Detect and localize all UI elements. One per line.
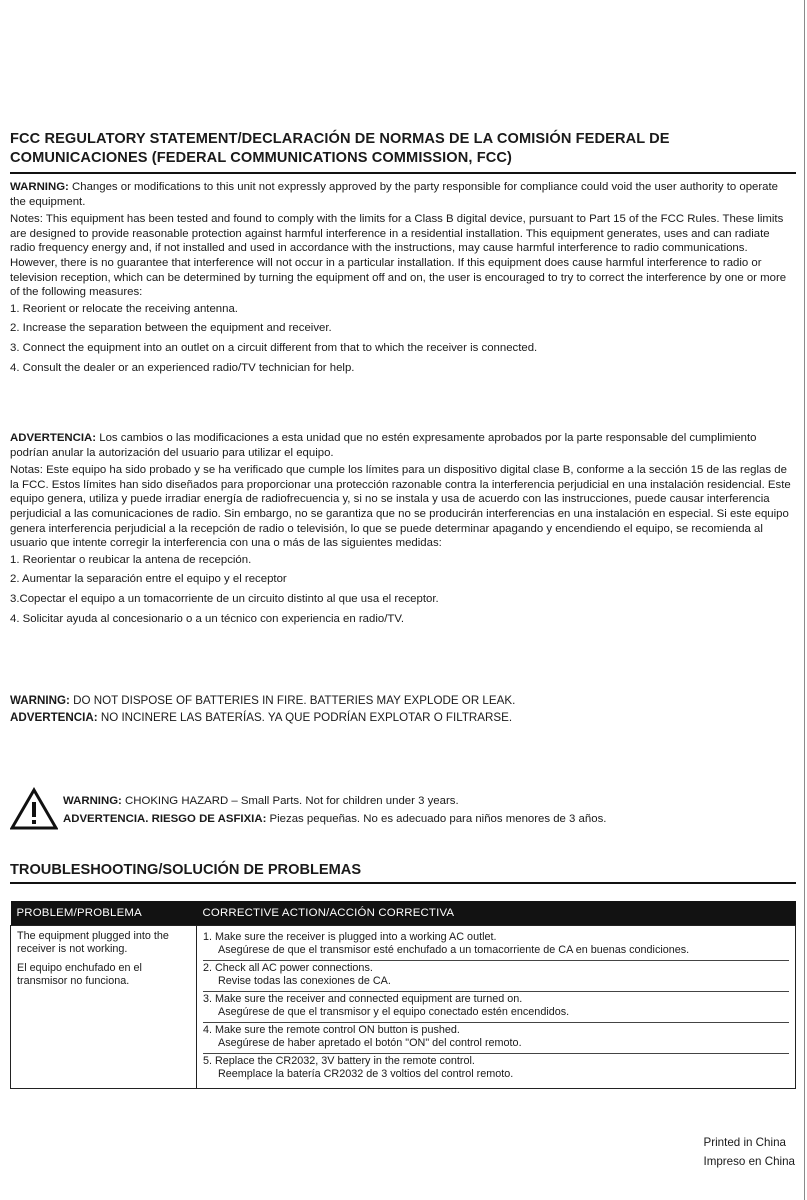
action-step: [203, 992, 789, 1023]
battery-warning-es: [10, 710, 796, 727]
es-warning-label: ADVERTENCIA:: [10, 432, 97, 444]
action-step-es: Reemplace la batería CR2032 de 3 voltios del control remoto.: [218, 1068, 514, 1080]
es-warning-paragraph: [10, 431, 796, 460]
problem-en: The equipment plugged into the receiver is not working.: [17, 930, 169, 955]
en-measure-item: 2. Increase the separation between the equipment and receiver.: [10, 322, 332, 335]
problem-cell: [11, 926, 197, 1089]
printed-es: Impreso en China: [703, 1154, 795, 1168]
troubleshooting-table: [10, 901, 796, 1089]
action-step-es: Asegúrese de haber apretado el botón "ON" del control remoto.: [218, 1037, 522, 1049]
page-edge-line: [804, 0, 805, 1200]
header-corrective-action: CORRECTIVE ACTION/ACCIÓN CORRECTIVA: [197, 901, 796, 926]
choking-es-label: ADVERTENCIA. RIESGO DE ASFIXIA:: [63, 812, 267, 825]
printed-in-footer: [703, 1134, 795, 1171]
en-warning-paragraph: [10, 180, 796, 209]
troubleshooting-title-rule: [10, 882, 796, 884]
action-step-en: 3. Make sure the receiver and connected equipment are turned on.: [203, 993, 523, 1005]
en-warning-label: WARNING:: [10, 181, 69, 193]
troubleshooting-title: TROUBLESHOOTING/SOLUCIÓN DE PROBLEMAS: [10, 862, 362, 878]
es-measure-item: 1. Reorientar o reubicar la antena de recepción.: [10, 553, 252, 566]
choking-en-label: WARNING:: [63, 795, 122, 807]
action-cell: [197, 926, 796, 1089]
choking-es: [63, 811, 606, 829]
action-step-en: 2. Check all AC power connections.: [203, 962, 373, 974]
printed-en: Printed in China: [703, 1136, 786, 1149]
battery-en-label: WARNING:: [10, 694, 70, 707]
action-step-es: Asegúrese de que el transmisor esté enchufado a un tomacorriente de CA en buenas condiciones.: [218, 944, 690, 956]
es-measure-item: 2. Aumentar la separación entre el equipo y el receptor: [10, 573, 287, 586]
problem-es: El equipo enchufado en el transmisor no funciona.: [17, 962, 142, 987]
en-warning-text: Changes or modifications to this unit not expressly approved by the party responsible for compliance could void the user authority to operate the equipment.: [10, 181, 778, 208]
warning-triangle-icon: [10, 787, 58, 831]
es-measures-list: [10, 553, 796, 626]
fcc-title-rule: [10, 172, 796, 174]
battery-en-text: DO NOT DISPOSE OF BATTERIES IN FIRE. BATTERIES MAY EXPLODE OR LEAK.: [69, 694, 516, 707]
fcc-title: FCC REGULATORY STATEMENT/DECLARACIÓN DE NORMAS DE LA COMISIÓN FEDERAL DE COMUNICACIONES (FEDERAL COMMUNICATIONS COMMISSION, FCC): [10, 131, 670, 166]
action-step-es: Asegúrese de que el transmisor y el equipo conectado estén encendidos.: [218, 1006, 570, 1018]
action-step: [203, 1054, 789, 1084]
action-step: [203, 930, 789, 961]
en-notes: Notes: This equipment has been tested and found to comply with the limits for a Class B digital device, pursuant to Part 15 of the FCC Rules. These limits are designed to provide reasonable protection against harmful interference in a residential installation. This equipment generates, uses and can radiate radio frequency energy and, if not installed and used in accordance with the instructions, may cause harmful interference to radio communications. However, there is no guarantee that interference will not occur in a particular installation. If this equipment does cause harmful interference to radio or television reception, which can be determined by turning the equipment off and on, the user is encouraged to try to correct the interference by one or more of the following measures:: [10, 213, 787, 299]
header-problem: PROBLEM/PROBLEMA: [11, 901, 197, 926]
action-step-en: 5. Replace the CR2032, 3V battery in the remote control.: [203, 1055, 475, 1067]
choking-text: [63, 793, 606, 828]
action-step-en: 4. Make sure the remote control ON button is pushed.: [203, 1024, 460, 1036]
en-measure-item: 3. Connect the equipment into an outlet on a circuit different from that to which the receiver is connected.: [10, 341, 538, 354]
battery-warning: [10, 693, 796, 726]
es-notes: Notas: Este equipo ha sido probado y se ha verificado que cumple los límites para un dispositivo digital clase B, conforme a la sección 15 de las reglas de la FCC. Estos límites han sido diseñados para proporcionar una protección razonable contra la interferencia perjudicial en una instalación residencial. Este equipo genera, utiliza y puede irradiar energía de radiofrecuencia y, si no se instala y usa de acuerdo con las instrucciones, puede causar interferencia perjudicial a las comunicaciones de radio. Sin embargo, no se garantiza que no se producirán interferencias en una instalación en especial. Si este equipo genera interferencia perjudicial a la recepción de radio o televisión, lo que se puede determinar apagando y encendiendo el equipo, se recomienda al usuario que intente corregir la interferencia con una o más de las siguientes medidas:: [10, 464, 791, 550]
en-measures-list: [10, 302, 796, 375]
choking-es-text: Piezas pequeñas. No es adecuado para niños menores de 3 años.: [266, 812, 607, 825]
es-measure-item: 4. Solicitar ayuda al concesionario o a un técnico con experiencia en radio/TV.: [10, 612, 405, 625]
es-warning-text: Los cambios o las modificaciones a esta unidad que no estén expresamente aprobados por la parte responsable del cumplimiento podrían anular la autorización del usuario para utilizar el equipo.: [10, 432, 757, 459]
action-step: [203, 1023, 789, 1054]
es-measure-item: 3.Copectar el equipo a un tomacorriente de un circuito distinto al que usa el receptor.: [10, 592, 439, 605]
battery-es-label: ADVERTENCIA:: [10, 710, 98, 724]
fcc-spanish-block: [10, 431, 796, 631]
battery-warning-en: [10, 693, 796, 710]
action-step: [203, 961, 789, 992]
choking-en-text: CHOKING HAZARD – Small Parts. Not for children under 3 years.: [121, 795, 459, 807]
fcc-english-block: [10, 180, 796, 380]
en-measure-item: 1. Reorient or relocate the receiving antenna.: [10, 302, 238, 315]
en-measure-item: 4. Consult the dealer or an experienced radio/TV technician for help.: [10, 361, 355, 374]
action-step-es: Revise todas las conexiones de CA.: [218, 975, 391, 987]
choking-hazard-warning: [10, 787, 796, 833]
table-header-row: [11, 901, 796, 926]
action-step-en: 1. Make sure the receiver is plugged into a working AC outlet.: [203, 931, 497, 943]
choking-en: [63, 793, 606, 811]
battery-es-text: NO INCINERE LAS BATERÍAS. YA QUE PODRÍAN EXPLOTAR O FILTRARSE.: [97, 710, 513, 724]
table-row: [11, 926, 796, 1089]
